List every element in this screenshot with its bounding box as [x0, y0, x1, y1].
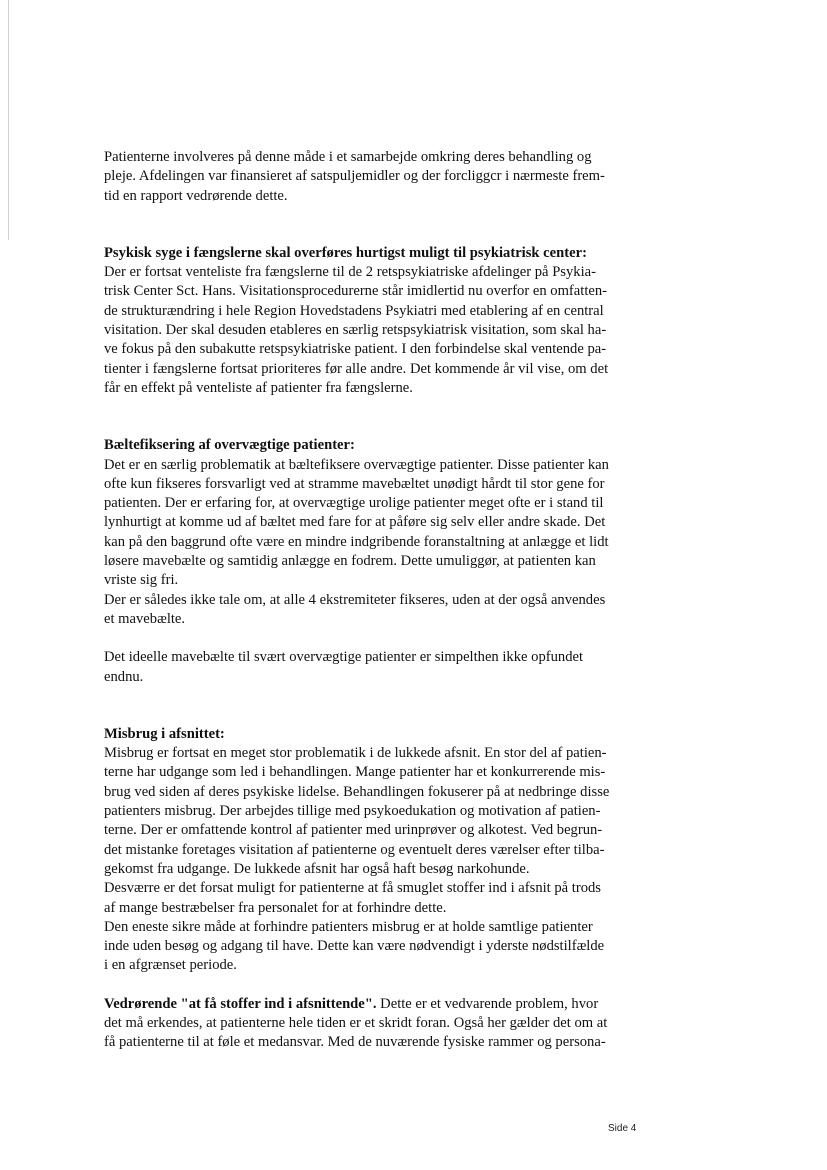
- text-line: trisk Center Sct. Hans. Visitationsprocedurerne står imidlertid nu overfor en omfatten-: [104, 283, 608, 300]
- text-line: lynhurtigt at komme ud af bæltet med fare for at påføre sig selv eller andre skade. Det: [104, 514, 606, 531]
- text-line: vriste sig fri.: [104, 572, 179, 589]
- text-line: inde uden besøg og adgang til have. Dette kan være nødvendigt i yderste nødstilfælde: [104, 938, 605, 955]
- text-line: Det er en særlig problematik at bæltefiksere overvægtige patienter. Disse patienter kan: [104, 456, 609, 473]
- text-line: det mistanke foretages visitation af patienterne og eventuelt deres værelser efter tilba-: [104, 841, 605, 858]
- text-line: Der er fortsat venteliste fra fængslerne til de 2 retspsykiatriske afdelinger på Psykia-: [104, 264, 596, 281]
- text-line: ve fokus på den subakutte retspsykiatriske patient. I den forbindelse skal ventende pa-: [104, 341, 607, 358]
- text-line: Den eneste sikre måde at forhindre patienters misbrug er at holde samtlige patienter: [104, 918, 593, 935]
- intro-paragraph: [104, 148, 644, 206]
- text-line: patienters misbrug. Der arbejdes tillige med psykoedukation og motivation af patien-: [104, 803, 601, 820]
- text-line: Misbrug er fortsat en meget stor problematik i de lukkede afsnit. En stor del af patien-: [104, 745, 607, 762]
- text-line: i en afgrænset periode.: [104, 957, 237, 974]
- text-line: Desværre er det forsat muligt for patienterne at få smuglet stoffer ind i afsnit på trods: [104, 880, 601, 897]
- scan-edge-line: [8, 0, 9, 240]
- text-line: pleje. Afdelingen var finansieret af satspuljemidler og der forcliggcr i nærmeste frem-: [104, 168, 605, 185]
- text-line: kan på den baggrund ofte være en mindre indgribende foranstaltning at anlægge et lidt: [104, 533, 609, 550]
- page-number: Side 4: [608, 1123, 637, 1134]
- section-belt-fixation: [104, 436, 644, 687]
- text-line: tid en rapport vedrørende dette.: [104, 187, 288, 204]
- text-line: få patienterne til at føle et medansvar. Med de nuværende fysiske rammer og persona-: [104, 1034, 606, 1051]
- closing-paragraph: [104, 995, 644, 1053]
- text-line: det må erkendes, at patienterne hele tiden er et skridt foran. Også her gælder det om at: [104, 1014, 608, 1031]
- section-prison-transfer: [104, 244, 644, 398]
- text-line: de strukturændring i hele Region Hovedstadens Psykiatri med etablering af en central: [104, 302, 604, 319]
- closing-first-line: [104, 995, 644, 1014]
- text-line: visitation. Der skal desuden etableres en særlig retspsykiatrisk visitation, som skal ha-: [104, 322, 607, 339]
- text-line: løsere mavebælte og samtidig anlægge en fodrem. Dette umuliggør, at patienten kan: [104, 553, 596, 570]
- text-line: terne har udgange som led i behandlingen. Mange patienter har et konkurrerende mis-: [104, 764, 606, 781]
- document-body: [104, 148, 644, 1053]
- text-line: Det ideelle mavebælte til svært overvægtige patienter er simpelthen ikke opfundet: [104, 649, 584, 666]
- text-line: Der er således ikke tale om, at alle 4 ekstremiteter fikseres, uden at der også anvendes: [104, 591, 606, 608]
- section-heading: Psykisk syge i fængslerne skal overføres hurtigst muligt til psykiatrisk center:: [104, 244, 587, 261]
- text-line: gekomst fra udgange. De lukkede afsnit har også haft besøg narkohunde.: [104, 860, 530, 877]
- text-line: ofte kun fikseres forsvarligt ved at stramme mavebæltet unødigt hårdt til stor gene for: [104, 475, 605, 492]
- text-line: af mange bestræbelser fra personalet for at forhindre dette.: [104, 899, 447, 916]
- section-heading: Misbrug i afsnittet:: [104, 725, 225, 742]
- text-line: et mavebælte.: [104, 610, 186, 627]
- section-heading: Bæltefiksering af overvægtige patienter:: [104, 437, 355, 454]
- text-line: terne. Der er omfattende kontrol af patienter med urinprøver og alkotest. Ved begrun-: [104, 822, 603, 839]
- text-line: tienter i fængslerne fortsat prioriteres før alle andre. Det kommende år vil vise, om det: [104, 360, 609, 377]
- closing-first-line-rest: Dette er et vedvarende problem, hvor: [376, 995, 599, 1012]
- text-line: brug ved siden af deres psykiske lidelse. Behandlingen fokuserer på at nedbringe disse: [104, 783, 610, 800]
- section-substance-abuse: [104, 725, 644, 976]
- text-line: patienten. Der er erfaring for, at overvægtige urolige patienter meget ofte er i stand til: [104, 495, 604, 512]
- text-line: får en effekt på venteliste af patienter fra fængslerne.: [104, 379, 413, 396]
- text-line: endnu.: [104, 668, 144, 685]
- text-line: Patienterne involveres på denne måde i et samarbejde omkring deres behandling og: [104, 149, 592, 165]
- closing-bold-lead: Vedrørende "at få stoffer ind i afsnittende".: [104, 995, 377, 1012]
